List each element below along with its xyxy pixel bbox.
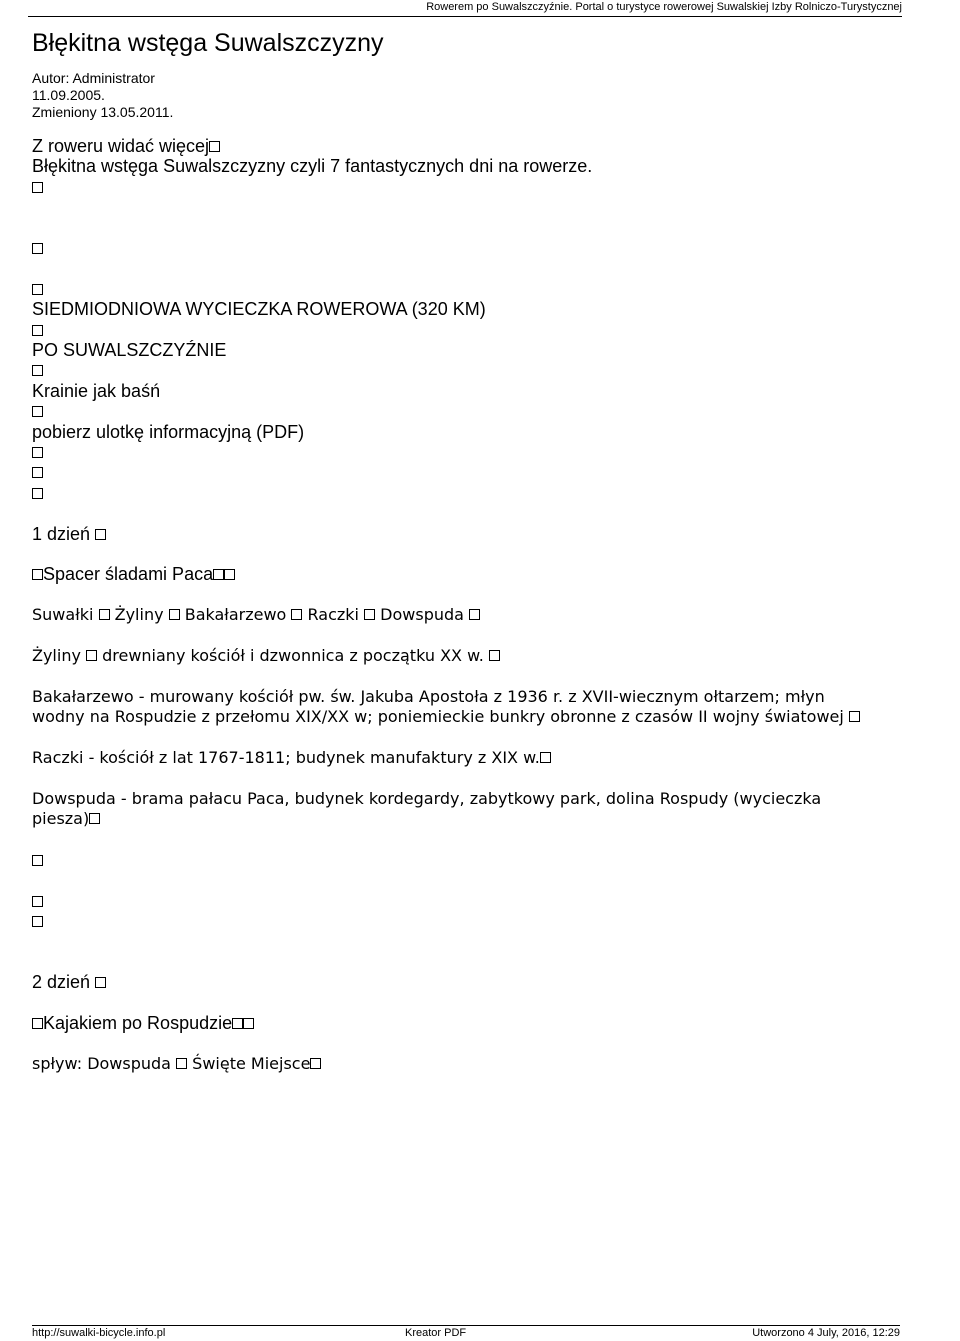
body-line: [32, 218, 912, 238]
body-text: SIEDMIODNIOWA WYCIECZKA ROWEROWA (320 KM): [32, 299, 486, 320]
body-line: [32, 136, 912, 156]
body-line: [32, 544, 912, 564]
article-modified: Zmieniony 13.05.2011.: [32, 104, 174, 120]
body-text: 1 dzień: [32, 523, 96, 544]
missing-glyph-box: [99, 609, 110, 620]
body-line: [32, 1034, 912, 1054]
page-header-text: Rowerem po Suwalszczyźnie. Portal o turystyce rowerowej Suwalskiej Izby Rolniczo-Turystycznej: [426, 1, 902, 13]
footer-created: Utworzono 4 July, 2016, 12:29: [752, 1327, 900, 1339]
body-text: Raczki: [302, 605, 365, 625]
body-line: [32, 605, 912, 625]
body-text: spływ: Dowspuda: [32, 1054, 177, 1074]
missing-glyph-box: [169, 609, 180, 620]
body-line: [32, 279, 912, 299]
body-line: [32, 1013, 912, 1033]
missing-glyph-box: [95, 529, 106, 540]
body-line: [32, 952, 912, 972]
body-line: [32, 442, 912, 462]
body-text: Dowspuda - brama pałacu Paca, budynek kordegardy, zabytkowy park, dolina Rospudy (wycieczka: [32, 788, 822, 808]
missing-glyph-box: [32, 284, 43, 295]
body-text: 2 dzień: [32, 972, 96, 993]
body-text: Krainie jak baśń: [32, 380, 161, 401]
body-line: [32, 666, 912, 686]
body-line: [32, 197, 912, 217]
body-text: Święte Miejsce: [187, 1054, 311, 1074]
body-line: [32, 401, 912, 421]
body-line: [32, 911, 912, 931]
missing-glyph-box: [32, 488, 43, 499]
body-line: [32, 258, 912, 278]
article-author: Autor: Administrator: [32, 70, 155, 86]
missing-glyph-box: [32, 855, 43, 866]
body-line: [32, 687, 912, 707]
body-line: [32, 646, 912, 666]
footer-url: http://suwalki-bicycle.info.pl: [32, 1327, 166, 1339]
body-line: [32, 768, 912, 788]
missing-glyph-box: [213, 569, 224, 580]
body-line: [32, 809, 912, 829]
article-date: 11.09.2005.: [32, 87, 105, 103]
body-line: [32, 564, 912, 584]
missing-glyph-box: [209, 141, 220, 152]
body-line: [32, 850, 912, 870]
body-line: [32, 238, 912, 258]
missing-glyph-box: [32, 569, 43, 580]
body-line: [32, 932, 912, 952]
body-text: Dowspuda: [375, 605, 470, 625]
missing-glyph-box: [224, 569, 235, 580]
body-text: Żyliny: [109, 605, 169, 625]
missing-glyph-box: [176, 1058, 187, 1069]
body-line: [32, 1054, 912, 1074]
body-text: Bakałarzewo - murowany kościół pw. św. Jakuba Apostoła z 1936 r. z XVII-wiecznym ołtarzem; młyn: [32, 686, 825, 706]
missing-glyph-box: [32, 467, 43, 478]
missing-glyph-box: [310, 1058, 321, 1069]
body-line: [32, 503, 912, 523]
missing-glyph-box: [32, 365, 43, 376]
body-line: [32, 789, 912, 809]
body-line: [32, 381, 912, 401]
body-line: [32, 993, 912, 1013]
body-line: [32, 728, 912, 748]
missing-glyph-box: [364, 609, 375, 620]
body-line: [32, 972, 912, 992]
missing-glyph-box: [32, 447, 43, 458]
body-line: [32, 870, 912, 890]
missing-glyph-box: [32, 243, 43, 254]
body-line: [32, 585, 912, 605]
missing-glyph-box: [32, 1018, 43, 1029]
missing-glyph-box: [291, 609, 302, 620]
body-text: Żyliny: [32, 646, 87, 666]
body-line: [32, 626, 912, 646]
missing-glyph-box: [32, 406, 43, 417]
missing-glyph-box: [95, 977, 106, 988]
body-line: [32, 156, 912, 176]
body-line: [32, 462, 912, 482]
article-body: [32, 136, 912, 1074]
body-text: PO SUWALSZCZYŹNIE: [32, 340, 227, 361]
missing-glyph-box: [32, 182, 43, 193]
body-text: Bakałarzewo: [179, 605, 292, 625]
missing-glyph-box: [469, 609, 480, 620]
article-meta: [32, 70, 912, 121]
page-footer: [32, 1325, 900, 1339]
body-line: [32, 483, 912, 503]
header-divider: [28, 16, 902, 17]
body-text: Spacer śladami Paca: [43, 564, 214, 585]
article: [32, 28, 912, 1074]
body-text: wodny na Rospudzie z przełomu XIX/XX w; poniemieckie bunkry obronne z czasów II wojny światowej: [32, 707, 849, 727]
missing-glyph-box: [489, 650, 500, 661]
body-text: Z roweru widać więcej: [32, 136, 210, 156]
body-line: [32, 340, 912, 360]
missing-glyph-box: [32, 896, 43, 907]
body-text: Kajakiem po Rospudzie: [43, 1013, 233, 1034]
missing-glyph-box: [32, 325, 43, 336]
body-text: Suwałki: [32, 605, 99, 625]
body-line: [32, 422, 912, 442]
body-text: pobierz ulotkę informacyjną (PDF): [32, 421, 305, 442]
missing-glyph-box: [89, 813, 100, 824]
missing-glyph-box: [849, 711, 860, 722]
missing-glyph-box: [86, 650, 97, 661]
missing-glyph-box: [243, 1018, 254, 1029]
body-line: [32, 707, 912, 727]
missing-glyph-box: [540, 752, 551, 763]
body-line: [32, 524, 912, 544]
body-line: [32, 360, 912, 380]
body-text: piesza): [32, 809, 90, 829]
body-line: [32, 830, 912, 850]
body-line: [32, 320, 912, 340]
missing-glyph-box: [32, 916, 43, 927]
footer-generator: Kreator PDF: [405, 1327, 467, 1339]
body-line: [32, 891, 912, 911]
body-line: [32, 748, 912, 768]
body-line: [32, 299, 912, 319]
body-line: [32, 177, 912, 197]
body-text: Raczki - kościół z lat 1767-1811; budynek manufaktury z XIX w.: [32, 748, 540, 768]
missing-glyph-box: [232, 1018, 243, 1029]
article-title: Błękitna wstęga Suwalszczyzny: [32, 29, 384, 57]
body-text: Błękitna wstęga Suwalszczyzny czyli 7 fantastycznych dni na rowerze.: [32, 156, 593, 177]
body-text: drewniany kościół i dzwonnica z początku XX w.: [97, 646, 489, 666]
